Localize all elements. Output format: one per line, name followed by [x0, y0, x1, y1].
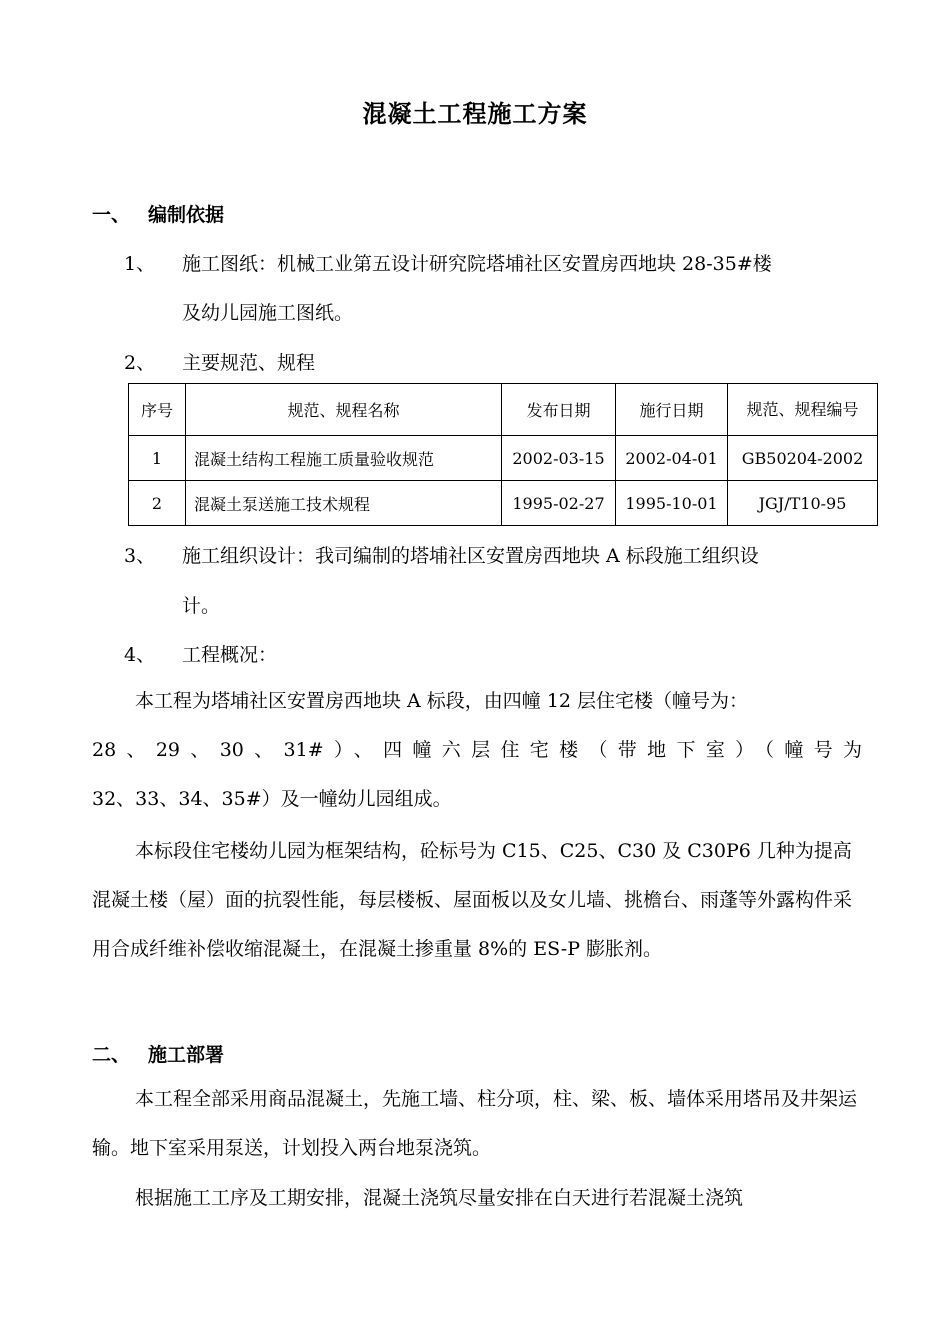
deployment-paragraph-2: 根据施工工序及工期安排，混凝土浇筑尽量安排在白天进行若混凝土浇筑 — [135, 1187, 744, 1209]
paragraph-line: 本工程为塔埔社区安置房西地块 A 标段，由四幢 12 层住宅楼（幢号为： — [135, 690, 749, 712]
list-item-2 — [124, 348, 315, 375]
table-cell: 混凝土结构工程施工质量验收规范 — [186, 436, 502, 481]
section-label: 编制依据 — [148, 204, 225, 226]
section-heading-2 — [92, 1040, 224, 1067]
item-number: 4、 — [124, 644, 156, 666]
overview-paragraph-1 — [92, 677, 862, 824]
table-cell: 2002-03-15 — [502, 436, 616, 481]
list-item-3-continued: 计。 — [182, 595, 221, 617]
section-heading-1 — [92, 200, 224, 227]
standards-table — [128, 383, 878, 526]
table-cell: 2002-04-01 — [616, 436, 728, 481]
table-cell: 混凝土泵送施工技术规程 — [186, 481, 502, 526]
list-item-1-continued: 及幼儿园施工图纸。 — [182, 302, 354, 324]
list-item-3 — [124, 541, 759, 568]
table-cell: GB50204-2002 — [728, 436, 878, 481]
section-label: 施工部署 — [148, 1044, 225, 1066]
section-number: 二、 — [92, 1044, 131, 1066]
table-row — [129, 436, 878, 481]
item-number: 3、 — [124, 545, 156, 567]
list-item-4 — [124, 640, 277, 667]
table-header-row — [129, 384, 878, 436]
item-text: 施工图纸：机械工业第五设计研究院塔埔社区安置房西地块 28-35#楼 — [182, 253, 772, 275]
item-number: 2、 — [124, 352, 156, 374]
table-cell: 2 — [129, 481, 186, 526]
table-cell: 1995-02-27 — [502, 481, 616, 526]
table-cell: 1995-10-01 — [616, 481, 728, 526]
table-cell: JGJ/T10-95 — [728, 481, 878, 526]
header-cell: 规范、规程名称 — [186, 384, 502, 436]
item-text: 施工组织设计：我司编制的塔埔社区安置房西地块 A 标段施工组织设 — [182, 545, 759, 567]
header-cell: 施行日期 — [616, 384, 728, 436]
header-cell: 序号 — [129, 384, 186, 436]
table-row — [129, 481, 878, 526]
deployment-paragraph-1: 本工程全部采用商品混凝土，先施工墙、柱分项，柱、梁、板、墙体采用塔吊及井架运输。地下室采用泵送，计划投入两台地泵浇筑。 — [92, 1088, 858, 1159]
header-cell: 发布日期 — [502, 384, 616, 436]
item-text: 工程概况： — [182, 644, 278, 666]
document-title: 混凝土工程施工方案 — [362, 99, 588, 128]
section-number: 一、 — [92, 204, 131, 226]
list-item-1 — [124, 249, 772, 276]
paragraph-line: 32、33、34、35#）及一幢幼儿园组成。 — [92, 788, 452, 810]
paragraph-line: 28、29、30、31#）、四幢六层住宅楼（带地下室）（幢号为 — [92, 739, 862, 761]
item-text: 主要规范、规程 — [182, 352, 316, 374]
item-number: 1、 — [124, 253, 156, 275]
header-cell: 规范、规程编号 — [728, 384, 878, 436]
table-cell: 1 — [129, 436, 186, 481]
overview-paragraph-2: 本标段住宅楼幼儿园为框架结构，砼标号为 C15、C25、C30 及 C30P6 几种为提高混凝土楼（屋）面的抗裂性能，每层楼板、屋面板以及女儿墙、挑檐台、雨蓬等外露构件采用合成纤维补偿收缩混凝土，在混凝土掺重量 8%的 ES-P 膨胀剂。 — [92, 840, 853, 960]
